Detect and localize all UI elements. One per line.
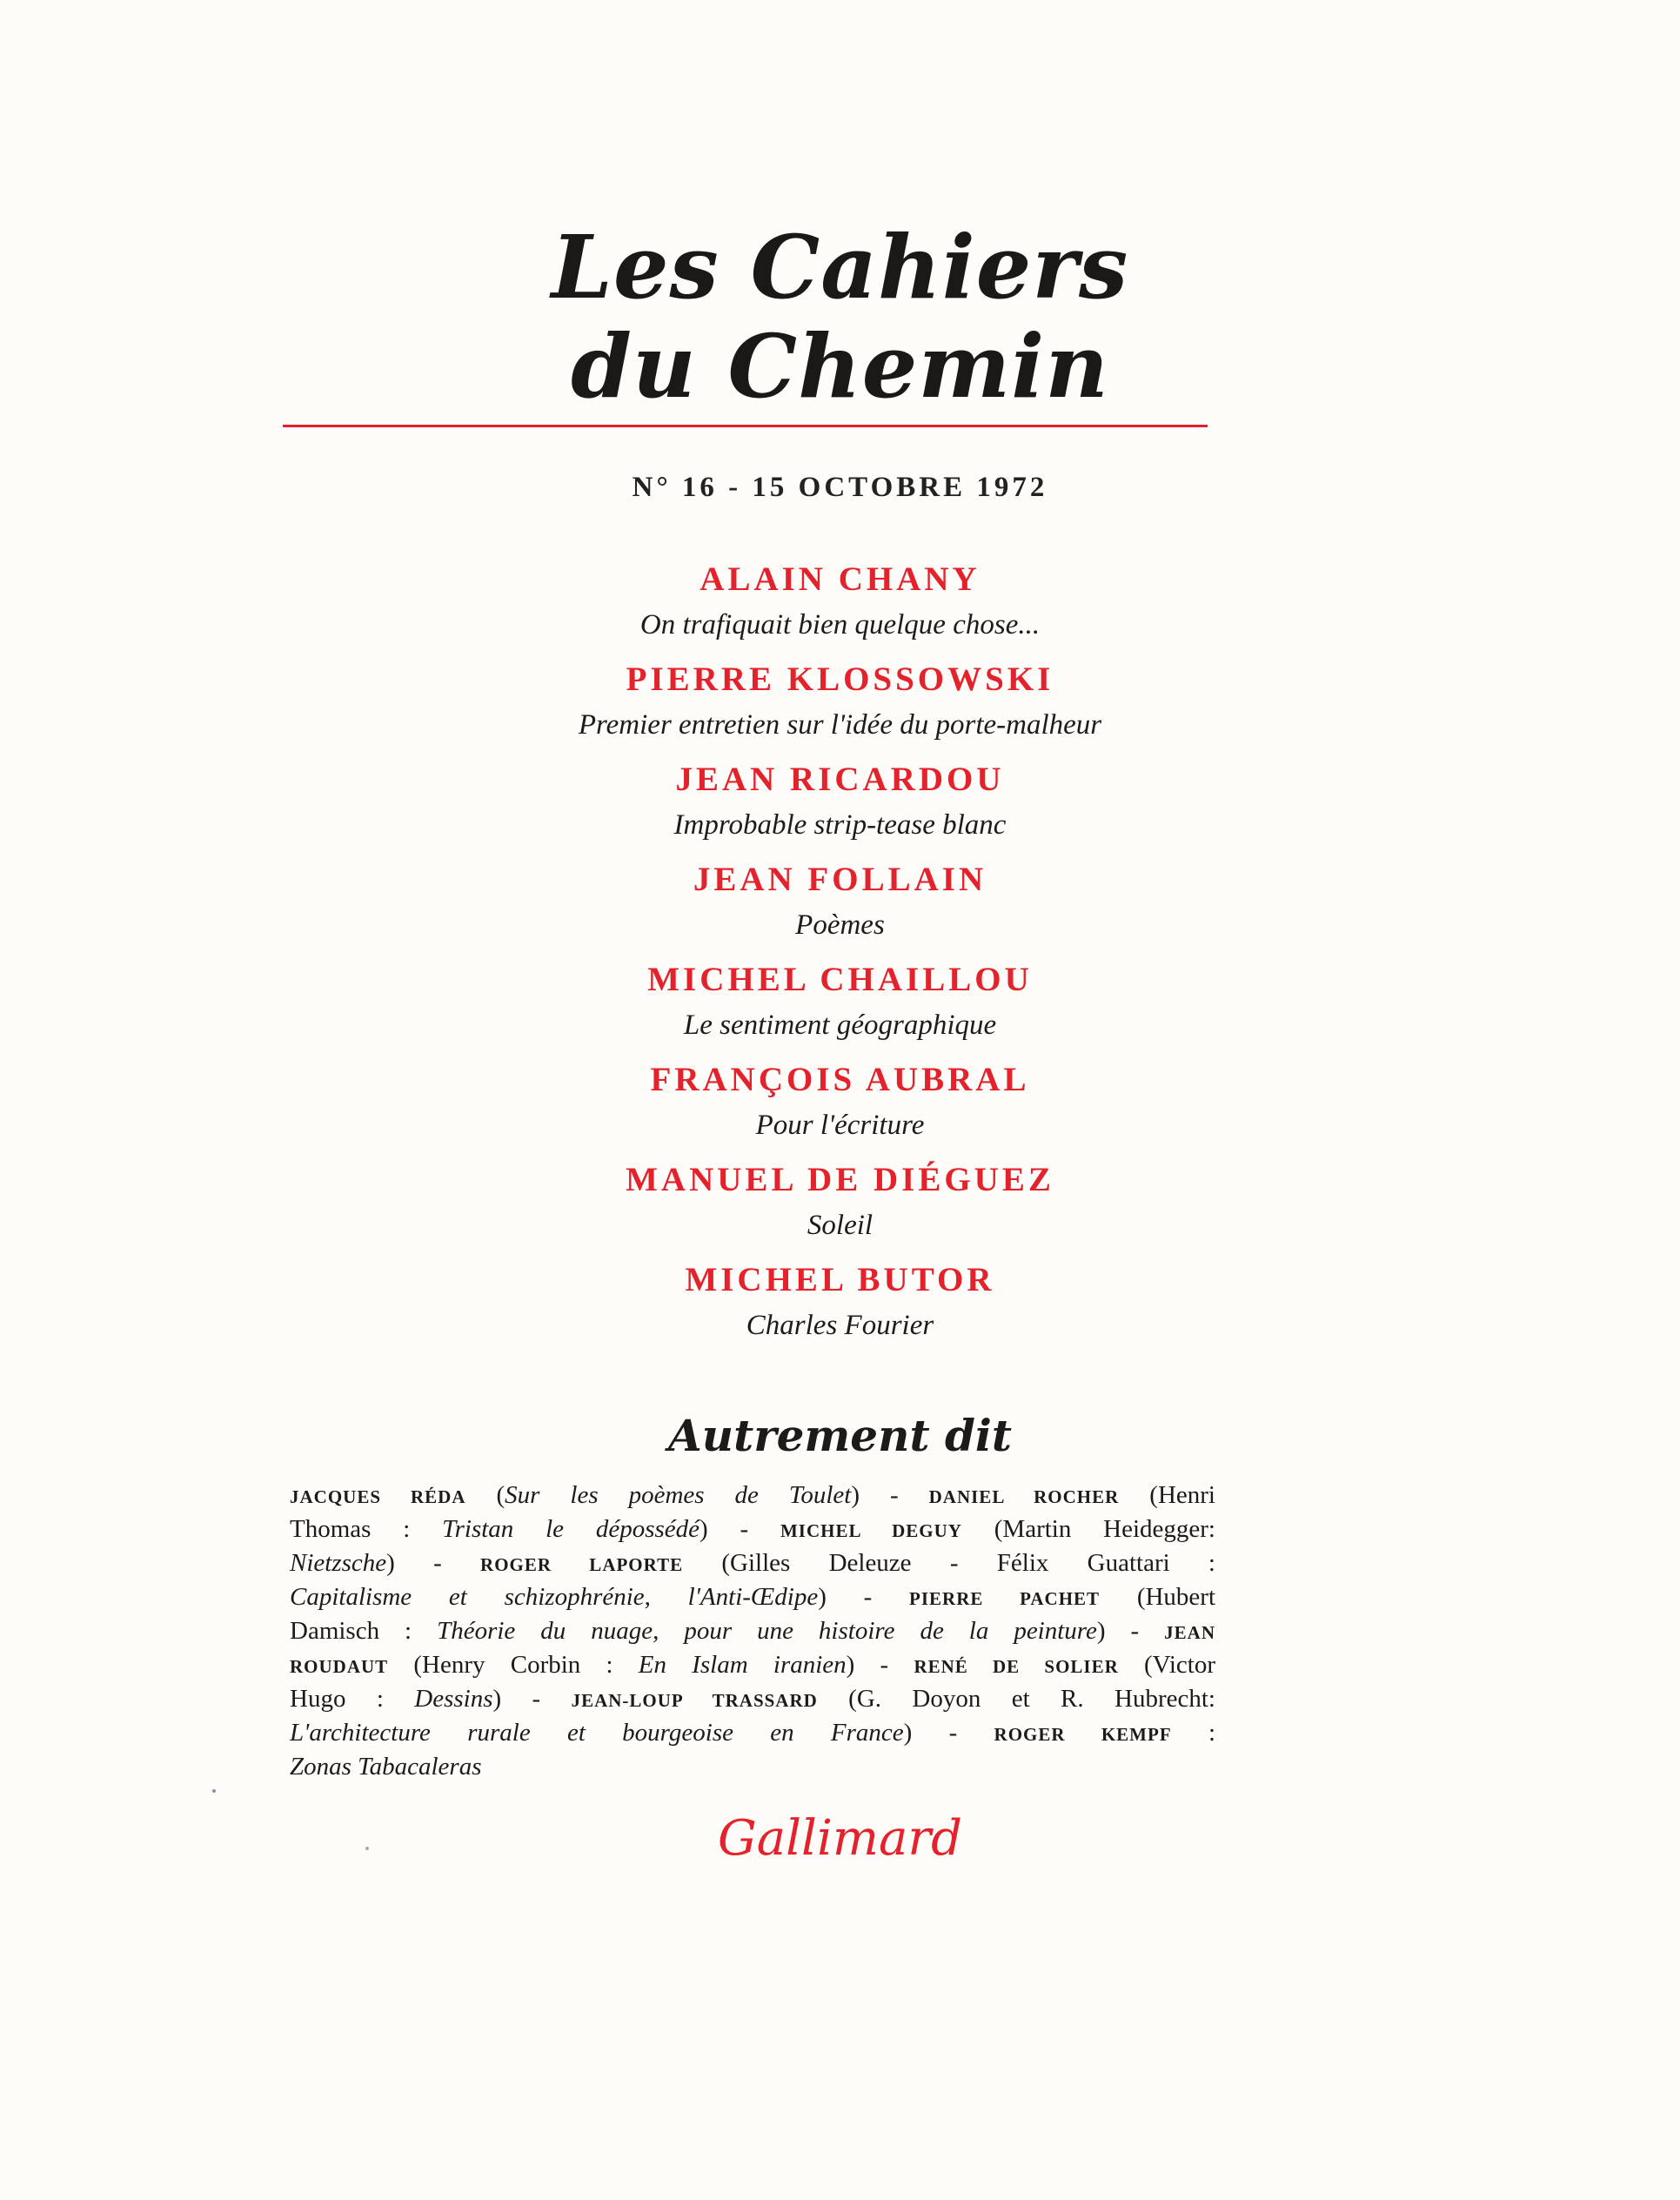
- review-text: ) -: [851, 1481, 929, 1509]
- contents-entry: [0, 857, 1680, 957]
- review-text: (G. Doyon et R. Hubrecht:: [817, 1685, 1215, 1713]
- contents-work: Premier entretien sur l'idée du porte-malheur: [578, 709, 1102, 741]
- contents-author: MICHEL BUTOR: [685, 1261, 995, 1298]
- review-text: ) -: [846, 1651, 914, 1679]
- reviewed-title: Nietzsche: [290, 1549, 387, 1577]
- contents-work: Soleil: [807, 1210, 873, 1241]
- contents-entry: [0, 557, 1680, 657]
- contents-work: Le sentiment géographique: [683, 1009, 997, 1041]
- reviewed-title: Sur les poèmes de Toulet: [505, 1481, 852, 1509]
- review-text: (Gilles Deleuze - Félix Guattari :: [683, 1549, 1215, 1577]
- contents-entry: [0, 1157, 1680, 1258]
- autrement-dit-line: [290, 1547, 1215, 1581]
- contents-work: Charles Fourier: [746, 1310, 934, 1341]
- autrement-dit-line: [290, 1513, 1215, 1547]
- title-divider-rule: [283, 425, 1208, 427]
- review-text: :: [1171, 1719, 1215, 1747]
- contents-work: Pour l'écriture: [755, 1110, 925, 1141]
- review-text: Damisch :: [290, 1617, 438, 1645]
- critic-name: DANIEL ROCHER: [928, 1486, 1120, 1507]
- contents-author: PIERRE KLOSSOWSKI: [626, 661, 1054, 698]
- review-text: ) -: [818, 1583, 910, 1611]
- critic-name: JEAN: [1164, 1622, 1215, 1643]
- autrement-dit-line: [290, 1581, 1215, 1615]
- reviewed-title: En Islam iranien: [638, 1651, 847, 1679]
- contents-entry: [0, 1258, 1680, 1358]
- review-text: ) -: [386, 1549, 481, 1577]
- contents-entry: [0, 1057, 1680, 1157]
- review-text: Hugo :: [290, 1685, 415, 1713]
- critic-name: JACQUES RÉDA: [290, 1486, 466, 1507]
- autrement-dit-line: [290, 1479, 1215, 1513]
- critic-name: ROGER KEMPF: [994, 1724, 1172, 1745]
- reviewed-title: Capitalisme et schizophrénie, l'Anti-Œdipe: [290, 1583, 819, 1611]
- critic-name: JEAN-LOUP TRASSARD: [571, 1690, 818, 1711]
- contents-author: MICHEL CHAILLOU: [647, 961, 1033, 998]
- autrement-dit-heading: Autrement dit: [667, 1410, 1013, 1461]
- critic-name: MICHEL DEGUY: [780, 1520, 962, 1541]
- reviewed-title: Tristan le dépossédé: [442, 1515, 700, 1543]
- review-text: (Hubert: [1100, 1583, 1216, 1611]
- paper-speck: [212, 1789, 216, 1793]
- contents-author: JEAN FOLLAIN: [693, 861, 987, 898]
- autrement-dit-line: [290, 1717, 1215, 1751]
- contents-author: FRANÇOIS AUBRAL: [650, 1061, 1030, 1098]
- review-text: Thomas :: [290, 1515, 443, 1543]
- autrement-dit-line: [290, 1683, 1215, 1717]
- review-text: (Henri: [1119, 1481, 1215, 1509]
- contents-entry: [0, 657, 1680, 757]
- issue-line: N° 16 - 15 OCTOBRE 1972: [632, 472, 1048, 503]
- review-text: (: [465, 1481, 505, 1509]
- review-text: (Henry Corbin :: [388, 1651, 639, 1679]
- publisher-name: Gallimard: [718, 1810, 962, 1867]
- contents-author: JEAN RICARDOU: [675, 761, 1005, 798]
- autrement-dit-paragraph: [290, 1479, 1215, 1783]
- reviewed-title: Théorie du nuage, pour une histoire de la peinture: [437, 1617, 1097, 1645]
- critic-name: ROUDAUT: [290, 1656, 389, 1677]
- paper-speck: [365, 1847, 369, 1850]
- contents-work: Improbable strip-tease blanc: [673, 809, 1007, 841]
- contents-entry: [0, 957, 1680, 1057]
- autrement-dit-line: [290, 1615, 1215, 1649]
- review-text: ) -: [1096, 1617, 1165, 1645]
- contents-author: MANUEL DE DIÉGUEZ: [626, 1161, 1054, 1198]
- contents-list: [0, 557, 1680, 1358]
- autrement-dit-line: [290, 1649, 1215, 1683]
- autrement-dit-line: [290, 1751, 1215, 1783]
- contents-entry: [0, 757, 1680, 857]
- review-text: (Victor: [1118, 1651, 1215, 1679]
- critic-name: RENÉ DE SOLIER: [914, 1656, 1119, 1677]
- reviewed-title: L'architecture rurale et bourgeoise en France: [290, 1719, 904, 1747]
- critic-name: ROGER LAPORTE: [480, 1554, 684, 1575]
- contents-work: On trafiquait bien quelque chose...: [639, 609, 1041, 641]
- contents-work: Poèmes: [795, 909, 885, 941]
- review-text: (Martin Heidegger:: [961, 1515, 1215, 1543]
- reviewed-title: Dessins: [414, 1685, 493, 1713]
- contents-author: ALAIN CHANY: [699, 560, 981, 598]
- journal-title: [0, 218, 1680, 416]
- review-text: ) -: [903, 1719, 994, 1747]
- reviewed-title: Zonas Tabacaleras: [290, 1753, 482, 1781]
- journal-title-line-1: Les Cahiers: [551, 216, 1129, 319]
- journal-title-line-2: du Chemin: [571, 315, 1109, 418]
- review-text: ) -: [699, 1515, 780, 1543]
- critic-name: PIERRE PACHET: [909, 1588, 1101, 1609]
- review-text: ) -: [492, 1685, 572, 1713]
